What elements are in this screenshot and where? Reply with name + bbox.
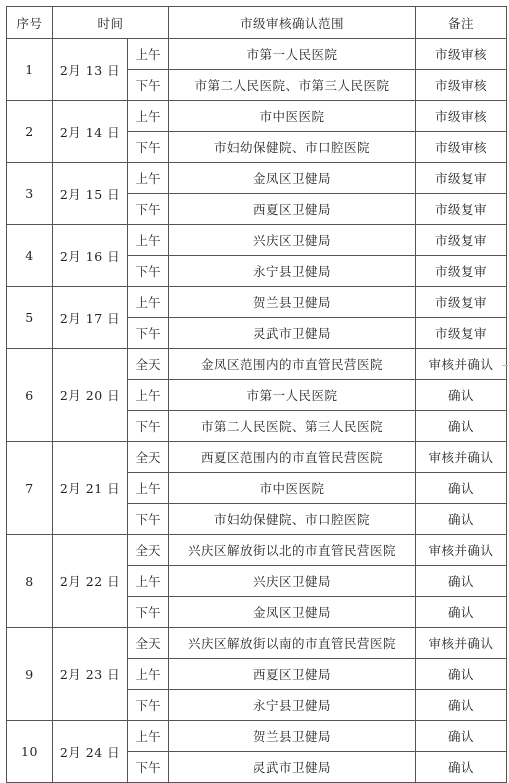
- row-scope: 西夏区范围内的市直管民营医院: [169, 442, 416, 473]
- row-note: 确认: [416, 411, 507, 442]
- row-note: 确认: [416, 721, 507, 752]
- row-note: 市级复审: [416, 256, 507, 287]
- row-index: 8: [7, 535, 53, 628]
- row-note: 审核并确认: [416, 628, 507, 659]
- table-row: [7, 101, 507, 132]
- row-period: 下午: [128, 132, 169, 163]
- table-row: [7, 721, 507, 752]
- row-period: 下午: [128, 597, 169, 628]
- row-period: 上午: [128, 566, 169, 597]
- row-note: 确认: [416, 752, 507, 783]
- row-period: 上午: [128, 721, 169, 752]
- row-index: 3: [7, 163, 53, 225]
- row-date: 2月 14 日: [53, 101, 128, 163]
- table-row: [7, 349, 507, 380]
- row-scope: 金凤区范围内的市直管民营医院: [169, 349, 416, 380]
- row-index: 5: [7, 287, 53, 349]
- row-note: 市级审核: [416, 101, 507, 132]
- row-date: 2月 23 日: [53, 628, 128, 721]
- row-period: 下午: [128, 752, 169, 783]
- row-index: 10: [7, 721, 53, 783]
- header-index: 序号: [7, 7, 53, 39]
- row-note: 市级复审: [416, 318, 507, 349]
- row-index: 9: [7, 628, 53, 721]
- row-period: 全天: [128, 628, 169, 659]
- row-period: 下午: [128, 70, 169, 101]
- row-date: 2月 16 日: [53, 225, 128, 287]
- table-row: [7, 39, 507, 70]
- row-index: 1: [7, 39, 53, 101]
- row-index: 4: [7, 225, 53, 287]
- row-period: 上午: [128, 39, 169, 70]
- header-scope: 市级审核确认范围: [169, 7, 416, 39]
- table-row: [7, 442, 507, 473]
- row-period: 下午: [128, 256, 169, 287]
- row-note: 市级复审: [416, 194, 507, 225]
- header-note: 备注: [416, 7, 507, 39]
- table-row: [7, 163, 507, 194]
- row-scope: 贺兰县卫健局: [169, 287, 416, 318]
- row-scope: 金凤区卫健局: [169, 597, 416, 628]
- row-index: 7: [7, 442, 53, 535]
- row-scope: 市妇幼保健院、市口腔医院: [169, 132, 416, 163]
- row-period: 上午: [128, 659, 169, 690]
- row-scope: 金凤区卫健局: [169, 163, 416, 194]
- row-scope: 兴庆区卫健局: [169, 566, 416, 597]
- edge-tick: [502, 365, 508, 372]
- row-scope: 市妇幼保健院、市口腔医院: [169, 504, 416, 535]
- row-note: 市级复审: [416, 287, 507, 318]
- row-period: 全天: [128, 535, 169, 566]
- row-period: 上午: [128, 380, 169, 411]
- row-period: 全天: [128, 349, 169, 380]
- row-scope: 西夏区卫健局: [169, 659, 416, 690]
- row-note: 市级复审: [416, 225, 507, 256]
- row-period: 上午: [128, 225, 169, 256]
- row-period: 下午: [128, 194, 169, 225]
- row-scope: 市第一人民医院: [169, 39, 416, 70]
- row-scope: 永宁县卫健局: [169, 256, 416, 287]
- row-note: 市级审核: [416, 39, 507, 70]
- row-scope: 市第一人民医院: [169, 380, 416, 411]
- table-row: [7, 535, 507, 566]
- row-period: 下午: [128, 318, 169, 349]
- row-note: 审核并确认: [416, 442, 507, 473]
- row-note: 市级复审: [416, 163, 507, 194]
- header-time: 时间: [53, 7, 169, 39]
- schedule-table-body: [7, 7, 507, 783]
- row-date: 2月 15 日: [53, 163, 128, 225]
- row-scope: 兴庆区卫健局: [169, 225, 416, 256]
- row-note: 确认: [416, 566, 507, 597]
- page-marker: [254, 766, 261, 773]
- row-date: 2月 20 日: [53, 349, 128, 442]
- row-scope: 兴庆区解放街以南的市直管民营医院: [169, 628, 416, 659]
- row-index: 2: [7, 101, 53, 163]
- row-period: 下午: [128, 411, 169, 442]
- row-note: 审核并确认: [416, 535, 507, 566]
- row-scope: 永宁县卫健局: [169, 690, 416, 721]
- row-date: 2月 22 日: [53, 535, 128, 628]
- row-date: 2月 21 日: [53, 442, 128, 535]
- header-row: [7, 7, 507, 39]
- row-note: 确认: [416, 690, 507, 721]
- row-note: 市级审核: [416, 70, 507, 101]
- row-scope: 市中医医院: [169, 101, 416, 132]
- row-note: 确认: [416, 504, 507, 535]
- row-scope: 贺兰县卫健局: [169, 721, 416, 752]
- row-date: 2月 17 日: [53, 287, 128, 349]
- row-period: 上午: [128, 473, 169, 504]
- row-period: 上午: [128, 101, 169, 132]
- row-date: 2月 13 日: [53, 39, 128, 101]
- row-note: 确认: [416, 473, 507, 504]
- row-scope: 兴庆区解放街以北的市直管民营医院: [169, 535, 416, 566]
- row-note: 确认: [416, 380, 507, 411]
- row-index: 6: [7, 349, 53, 442]
- table-row: [7, 287, 507, 318]
- row-note: 市级审核: [416, 132, 507, 163]
- table-row: [7, 225, 507, 256]
- table-row: [7, 628, 507, 659]
- row-scope: 西夏区卫健局: [169, 194, 416, 225]
- row-scope: 市第二人民医院、市第三人民医院: [169, 70, 416, 101]
- row-scope: 市第二人民医院、第三人民医院: [169, 411, 416, 442]
- row-period: 上午: [128, 287, 169, 318]
- row-note: 审核并确认: [416, 349, 507, 380]
- row-period: 上午: [128, 163, 169, 194]
- row-period: 下午: [128, 504, 169, 535]
- row-period: 全天: [128, 442, 169, 473]
- row-scope: 市中医医院: [169, 473, 416, 504]
- row-date: 2月 24 日: [53, 721, 128, 783]
- schedule-table: [6, 6, 507, 783]
- row-note: 确认: [416, 659, 507, 690]
- row-period: 下午: [128, 690, 169, 721]
- row-scope: 灵武市卫健局: [169, 318, 416, 349]
- row-scope: 灵武市卫健局: [169, 752, 416, 783]
- row-note: 确认: [416, 597, 507, 628]
